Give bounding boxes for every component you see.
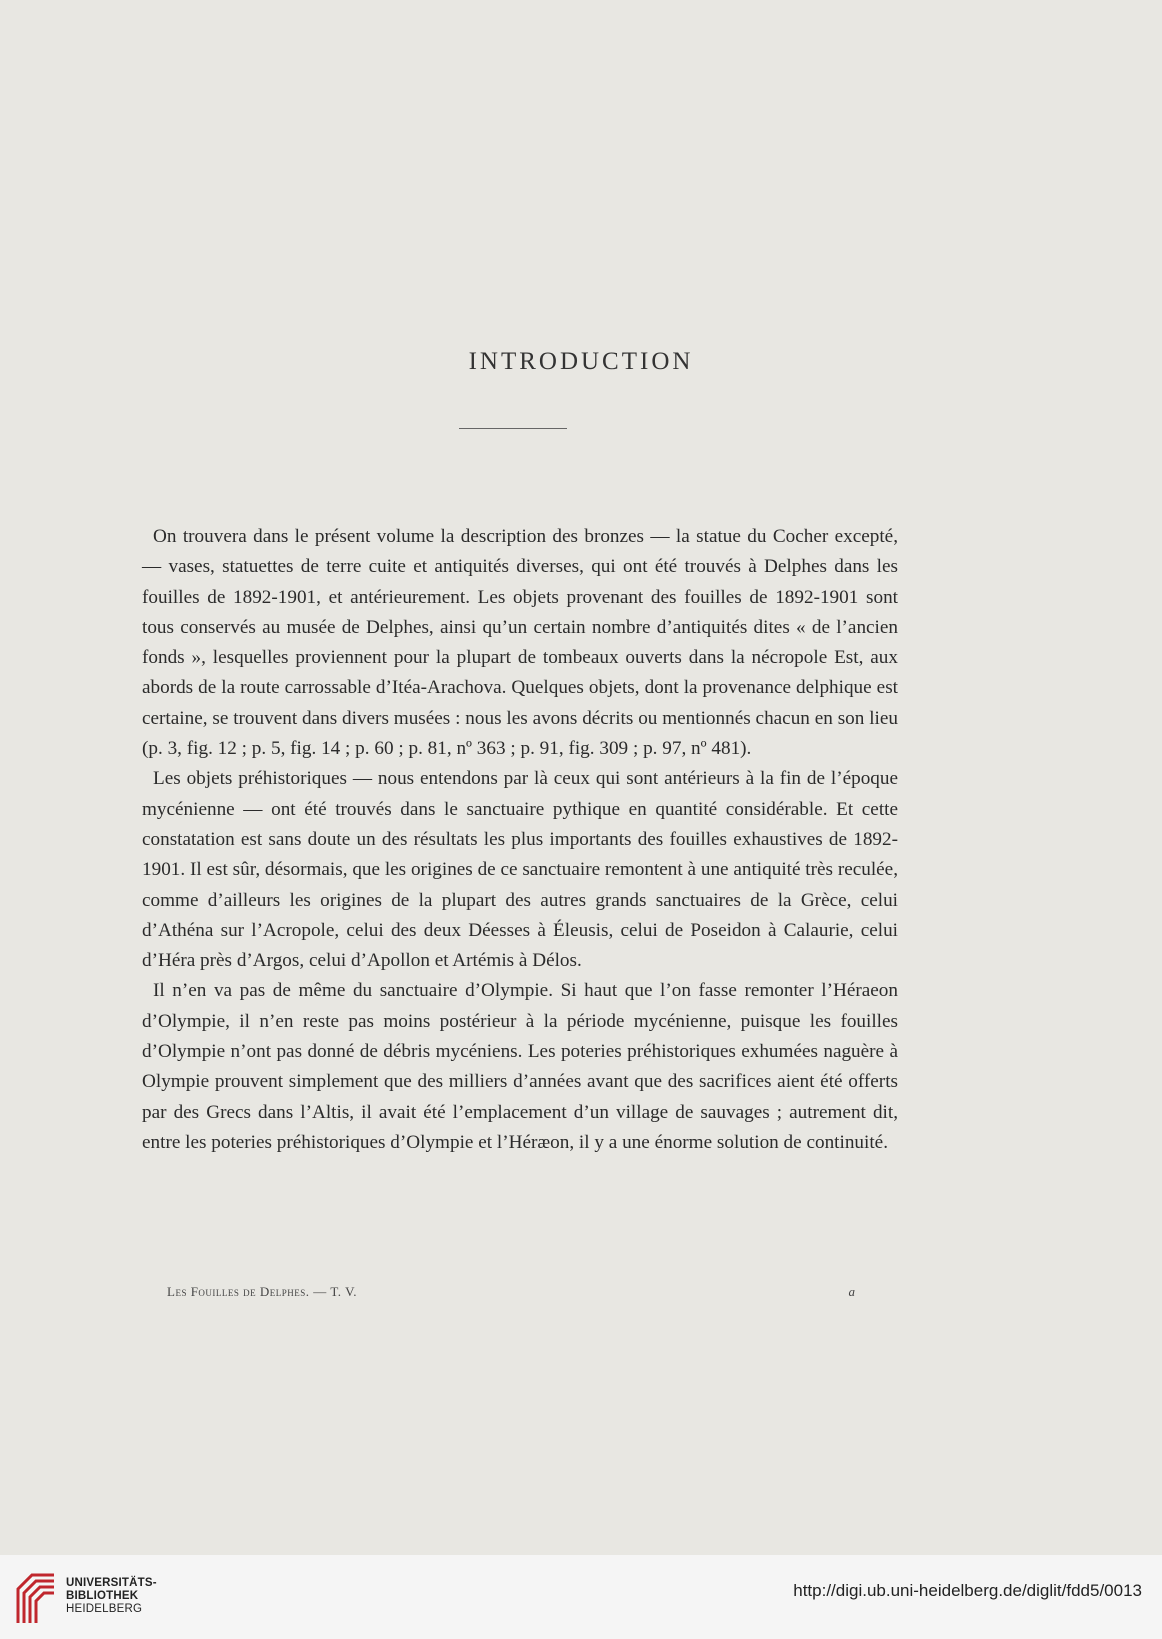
page-title: INTRODUCTION [468, 348, 694, 375]
paragraph-1: On trouvera dans le présent volume la description des bronzes — la statue du Cocher excepté, — vases, statuettes de terre cuite et antiquités diverses, qui ont été trouvés à Delphes dans les fouilles de 1892-1901, et antérieurement. Les objets provenant des fouilles de 1892-1901 sont tous conservés au musée de Delphes, ainsi qu’un certain nombre d’antiquités dites « de l’ancien fonds », lesquelles proviennent pour la plupart de tombeaux ouverts dans la nécropole Est, aux abords de la route carrossable d’Itéa-Arachova. Quelques objets, dont la provenance delphique est certaine, se trouvent dans divers musées : nous les avons décrits ou mentionnés chacun en son lieu (p. 3, fig. 12 ; p. 5, fig. 14 ; p. 60 ; p. 81, nº 363 ; p. 91, fig. 309 ; p. 97, nº 481). [142, 526, 898, 760]
library-name-line-1: UNIVERSITÄTS- [66, 1577, 157, 1589]
library-name [66, 1577, 157, 1616]
library-name-line-3: HEIDELBERG [66, 1603, 143, 1615]
permalink-url[interactable]: http://digi.ub.uni-heidelberg.de/diglit/fdd5/0013 [793, 1581, 1142, 1600]
library-name-line-2: BIBLIOTHEK [66, 1590, 139, 1602]
body-text [142, 522, 898, 1158]
signature-mark: a [848, 1284, 855, 1299]
title-divider [459, 428, 567, 429]
paragraph-2: Les objets préhistoriques — nous entendons par là ceux qui sont antérieurs à la fin de l’époque mycénienne — ont été trouvés dans le sanctuaire pythique en quantité considérable. Et cette constatation est sans doute un des résultats les plus importants des fouilles exhaustives de 1892-1901. Il est sûr, désormais, que les origines de ce sanctuaire remontent à une antiquité très reculée, comme d’ailleurs les origines de la plupart des autres grands sanctuaires de la Grèce, celui d’Athéna sur l’Acropole, celui des deux Déesses à Éleusis, celui de Poseidon à Calaurie, celui d’Héra près d’Argos, celui d’Apollon et Artémis à Délos. [142, 768, 898, 972]
library-logo-icon[interactable] [10, 1567, 62, 1627]
paragraph-3: Il n’en va pas de même du sanctuaire d’Olympie. Si haut que l’on fasse remonter l’Héraeon d’Olympie, il n’en reste pas moins postérieur à la période mycénienne, puisque les fouilles d’Olympie n’ont pas donné de débris mycéniens. Les poteries préhistoriques exhumées naguère à Olympie prouvent simplement que des milliers d’années avant que des sacrifices aient été offerts par des Grecs dans l’Altis, il avait été l’emplacement d’un village de sauvages ; autrement dit, entre les poteries préhistoriques d’Olympie et l’Héræon, il y a une énorme solution de continuité. [142, 980, 898, 1153]
library-bar [0, 1555, 1162, 1639]
running-footer: Les Fouilles de Delphes. — T. V. [167, 1284, 358, 1299]
